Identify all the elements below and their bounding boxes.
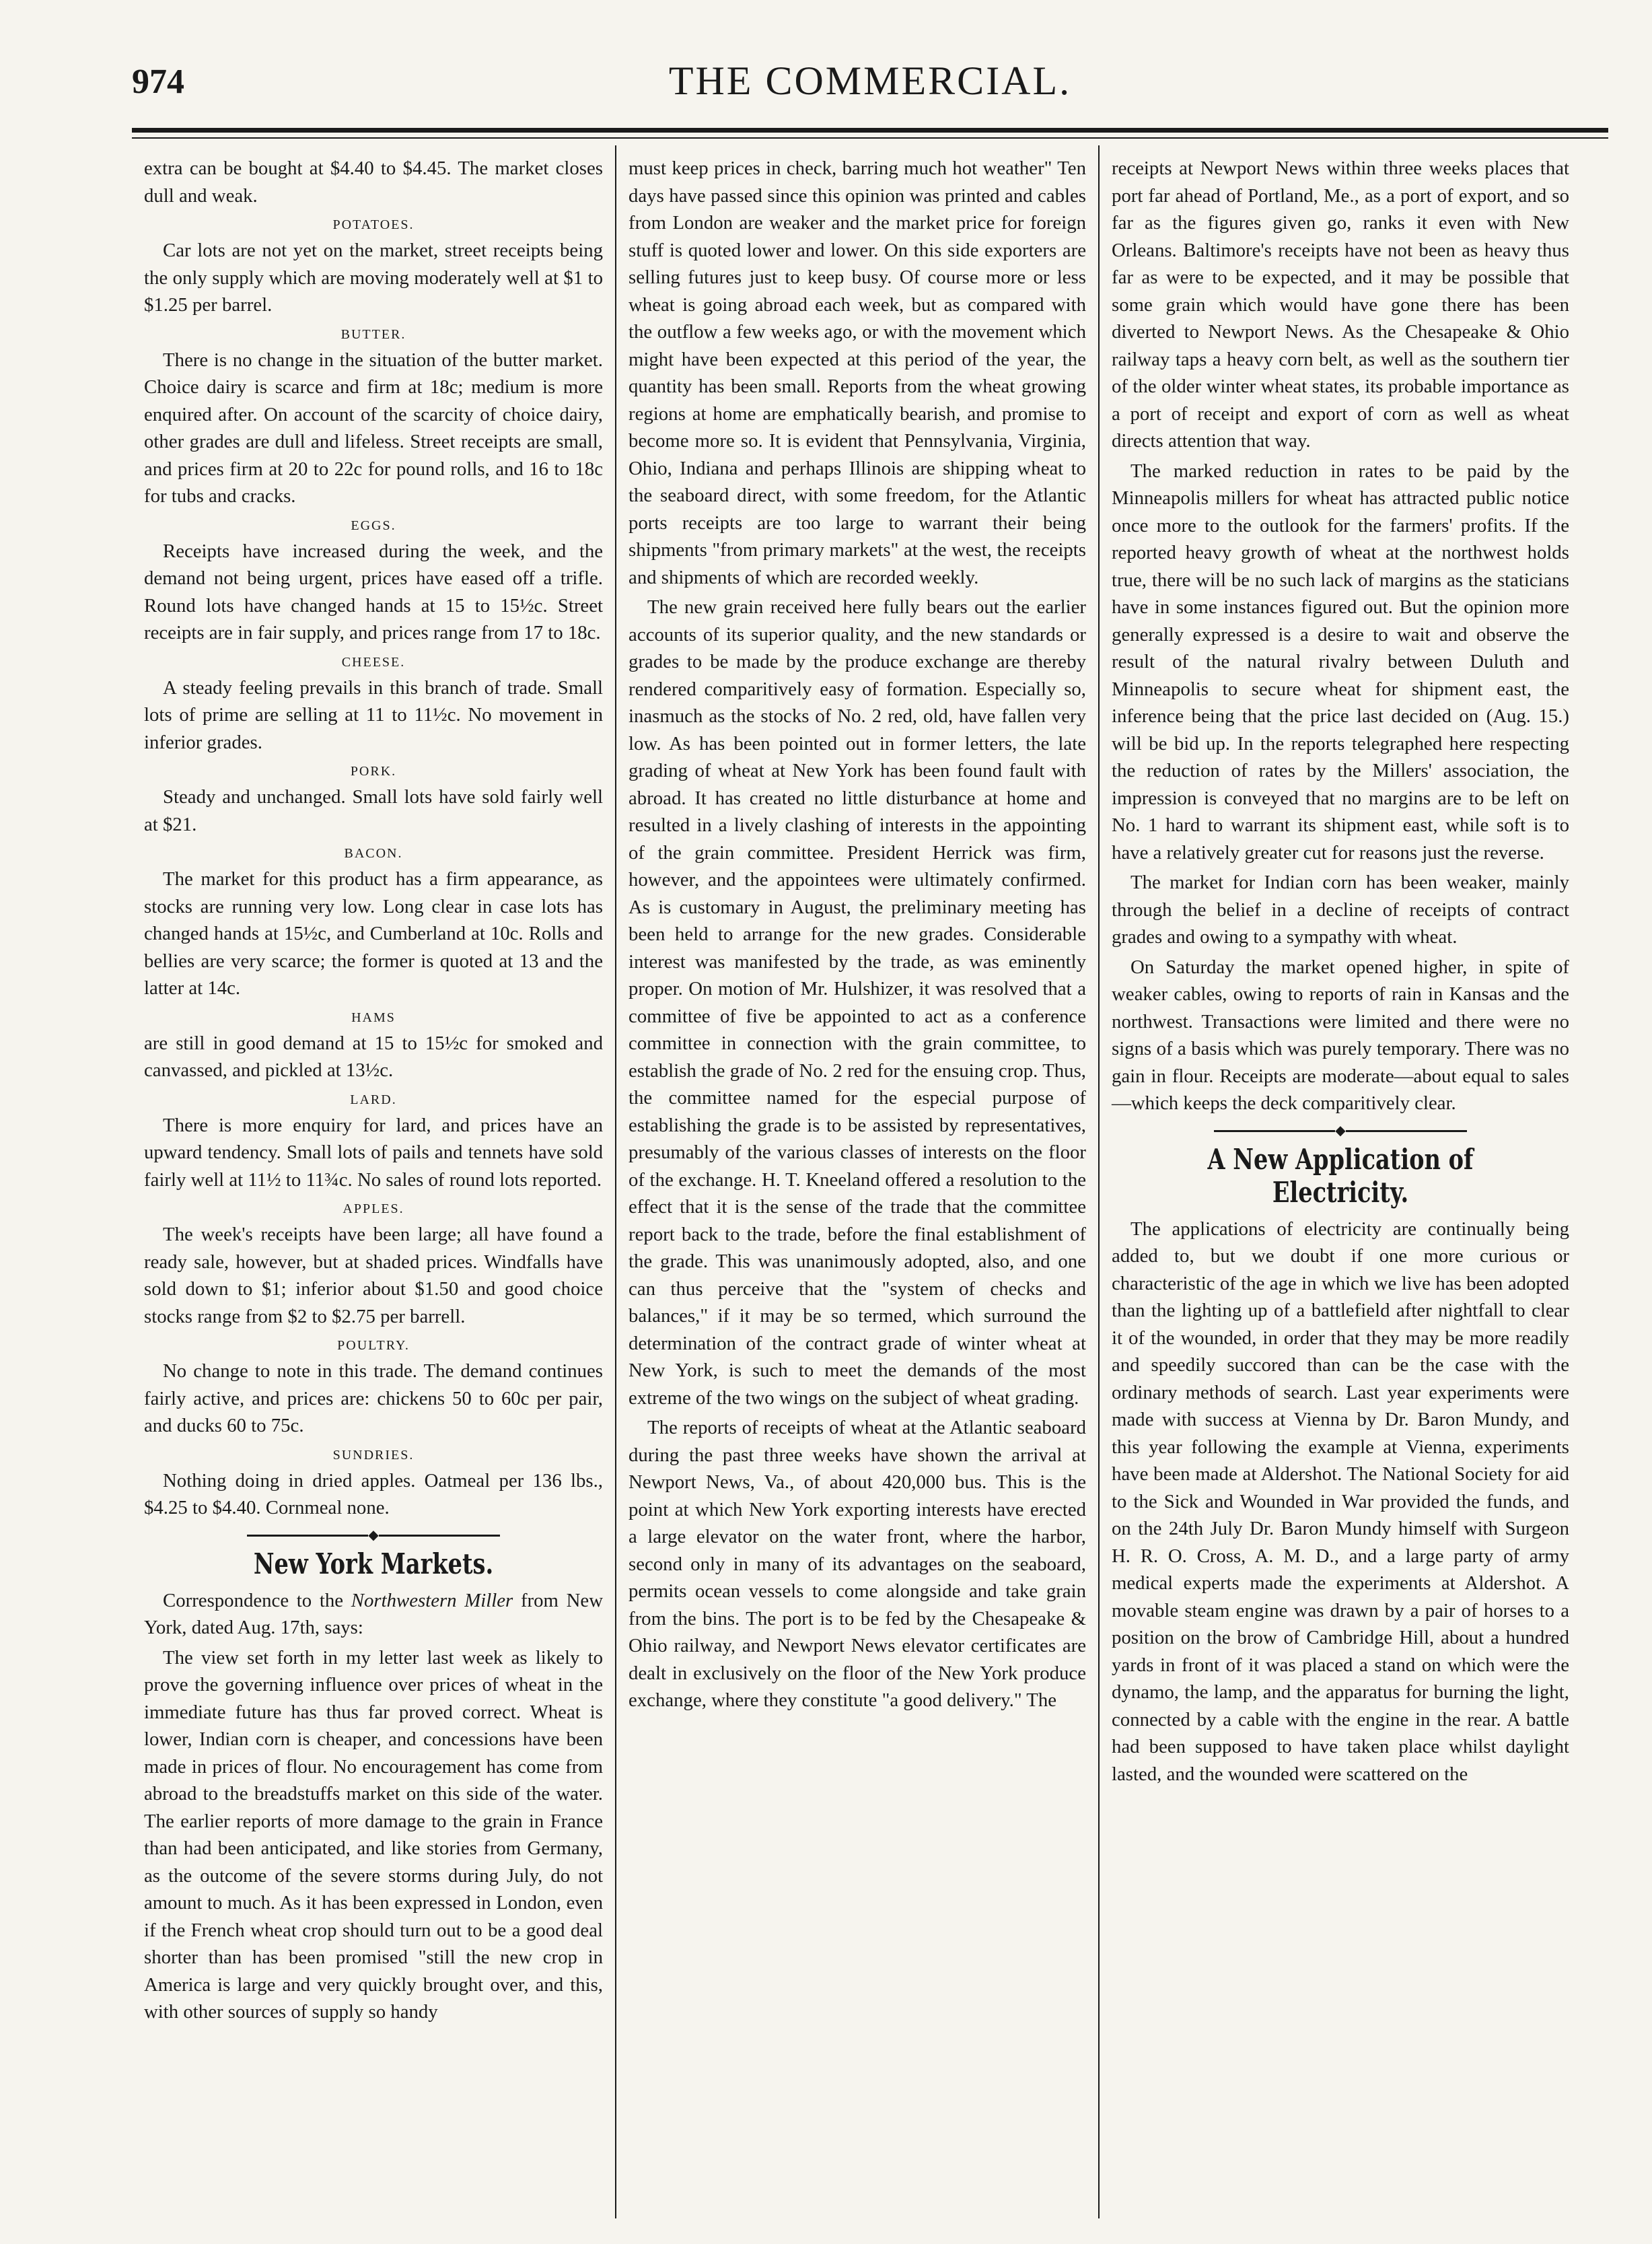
paragraph: The new grain received here fully bears out the earlier accounts of its superior quality, and the new standards or grades to be made by the produce exchange are thereby rendered comparitively easy of formation. Especially so, inasmuch as the stocks of No. 2 red, old, have fallen very low. As has been pointed out in former letters, the late grading of wheat at New York has been found fault with abroad. It has created no little disturbance at home and resulted in a lively clashing of interests in the appointing of the grain committee. President Herrick was firm, however, and the appointees were ultimately confirmed. As is customary in August, the preliminary meeting has been held to arrange for the new grades. Considerable interest was manifested by the trade, as was eminently proper. On motion of Mr. Hulshizer, it was resolved that a committee of five be appointed to act as a conference committee in connection with the grain committee, to establish the grade of No. 2 red for the ensuing crop. Thus, the committee named for the especial purpose of establishing the grade is to be assisted by representatives, presumably of the various classes of interests on the floor of the exchange. H. T. Kneeland offered a resolution to the effect that it is the sense of the trade that the committee report back to the trade, before the final establishment of the grade. This was unanimously adopted, also, and one can thus perceive that the "system of checks and balances," if it may be so termed, which surround the determination of the contract grade of winter wheat at New York, is such to meet the demands of the most extreme of the two wings on the subject of wheat grading. (629, 596, 1086, 1409)
paragraph: Steady and unchanged. Small lots have sold fairly well at $21. (144, 786, 603, 835)
paragraph: Receipts have increased during the week, and the demand not being urgent, prices have eased off a trifle. Round lots have changed hands at 15 to 15½c. Street receipts are in fair supply, and prices range from 17 to 18c. (144, 540, 603, 643)
paragraph: On Saturday the market opened higher, in spite of weaker cables, owing to reports of rain in Kansas and the northwest. Transactions were limited and there were no signs of a basis which was purely temporary. There was no gain in flour. Receipts are moderate—about equal to sales—which keeps the deck comparitively clear. (1112, 956, 1569, 1114)
paragraph: There is more enquiry for lard, and prices have an upward tendency. Small lots of pails and tennets have sold fairly well at 11½ to 11¾c. No sales of round lots reported. (144, 1114, 603, 1191)
columns (132, 145, 1608, 2218)
paragraph: The week's receipts have been large; all have found a ready sale, however, but at shaded prices. Windfalls have sold down to $1; inferior about $1.50 and good choice stocks range from $2 to $2.75 per barrell. (144, 1224, 603, 1327)
article-title-electricity: A New Application of Electricity. (1207, 1142, 1474, 1209)
paragraph: The market for this product has a firm appearance, as stocks are running very low. Long clear in case lots has changed hands at 15½c, and Cumberland at 10c. Rolls and bellies are very scarce; the former is quoted at 13 and the latter at 14c. (144, 868, 603, 999)
paragraph: are still in good demand at 15 to 15½c for smoked and canvassed, and pickled at 13½c. (144, 1032, 603, 1081)
subhead-butter: BUTTER. (340, 326, 406, 342)
paragraph: The view set forth in my letter last week as likely to prove the governing influence over prices of wheat in the immediate future has thus far proved correct. Wheat is lower, Indian corn is cheaper, and concessions have been made in prices of flour. No encouragement has come from abroad to the breadstuffs market on this side of the water. The earlier reports of more damage to the grain in France than had been anticipated, and like stories from Germany, as the outcome of the severe storms during July, do not amount to much. As it has been expressed in London, even if the French wheat crop should turn out to be a good deal shorter than has been promised "still the new crop in America is large and very quickly brought over, and this, with other sources of supply so handy (144, 1646, 603, 2023)
intro-text: Correspondence to the (163, 1589, 351, 1611)
paragraph: No change to note in this trade. The demand continues fairly active, and prices are: chickens 50 to 60c per pair, and ducks 60 to 75c. (144, 1360, 603, 1436)
subhead-hams: HAMS (351, 1010, 396, 1025)
ornamental-rule: ◆ (144, 1529, 603, 1542)
subhead-eggs: EGGS. (351, 518, 396, 533)
subhead-cheese: CHEESE. (341, 654, 406, 670)
article-title-new-york-markets: New York Markets. (253, 1547, 494, 1580)
subhead-pork: PORK. (350, 764, 397, 779)
page-header (132, 58, 1608, 132)
subhead-sundries: SUNDRIES. (332, 1447, 415, 1463)
ornamental-rule: ◆ (1112, 1124, 1569, 1137)
paragraph: Nothing doing in dried apples. Oatmeal per 136 lbs., $4.25 to $4.40. Cornmeal none. (144, 1469, 603, 1518)
subhead-poultry: POULTRY. (337, 1338, 410, 1353)
paragraph: The reports of receipts of wheat at the Atlantic seaboard during the past three weeks have shown the arrival at Newport News, Va., of about 420,000 bus. This is the point at which New York exporting interests have erected a large elevator on the water front, where the harbor, second only in many of its advantages on the seaboard, permits ocean vessels to come alongside and take grain from the bins. The port is to be fed by the Chesapeake & Ohio railway, and Newport News elevator certificates are dealt in exclusively on the floor of the New York produce exchange, where they constitute "a good delivery." The (629, 1417, 1086, 1711)
page-number: 974 (132, 63, 184, 101)
paragraph: The applications of electricity are continually being added to, but we doubt if one more curious or characteristic of the age in which we live has been adopted than the lighting up of a battlefield after nightfall to clear it of the wounded, in order that they may be more readily and speedily succored than can be the case with the ordinary methods of search. Last year experiments were made with success at Vienna by Dr. Baron Mundy, and this year following the example at Vienna, experiments have been made at Aldershot. The National Society for aid to the Sick and Wounded in War provided the funds, and on the 24th July Dr. Baron Mundy himself with Surgeon H. R. O. Cross, A. M. D., and a large party of army medical experts made the experiments at Aldershot. A movable steam engine was drawn by a pair of horses to a position on the brow of Cambridge Hill, about a hundred yards in front of it was placed a stand on which were the dynamo, the lamp, and the apparatus for burning the light, connected by a cable with the engine in the rear. A battle had been supposed to have taken place whilst daylight lasted, and the wounded were scattered on the (1112, 1218, 1569, 1785)
header-rule-thick (132, 128, 1608, 133)
paragraph: receipts at Newport News within three weeks places that port far ahead of Portland, Me., as a port of export, and so far as the figures given go, ranks it even with New Orleans. Baltimore's receipts have not been as heavy thus far as were to be expected, and it may be possible that some grain which would have gone there has been diverted to Newport News. As the Chesapeake & Ohio railway taps a heavy corn belt, as well as the southern tier of the older winter wheat states, its probable importance as a port of receipt and export of corn as well as wheat directs attention that way. (1112, 157, 1569, 452)
paragraph: The market for Indian corn has been weaker, mainly through the belief in a decline of receipts of contract grades and owing to a sympathy with wheat. (1112, 872, 1569, 948)
subhead-potatoes: POTATOES. (332, 217, 415, 232)
paragraph: must keep prices in check, barring much hot weather" Ten days have passed since this opinion was printed and cables from London are weaker and the market price for foreign stuff is quoted lower and lower. On this side exporters are selling futures just to keep busy. Of course more or less wheat is going abroad each week, but as compared with the outflow a few weeks ago, or with the movement which might have been expected at this period of the year, the quantity has been small. Reports from the wheat growing regions at home are emphatically bearish, and promise to become more so. It is evident that Pennsylvania, Virginia, Ohio, Indiana and perhaps Illinois are shipping wheat to the seaboard direct, with some freedom, for the Atlantic ports receipts are too large to warrant their being shipments "from primary markets" at the west, the receipts and shipments of which are recorded weekly. (629, 157, 1086, 588)
newspaper-page (132, 58, 1608, 2218)
paragraph (144, 1587, 603, 1642)
header-rule-thin (132, 137, 1608, 139)
subhead-bacon: BACON. (344, 846, 403, 861)
paragraph: The marked reduction in rates to be paid by the Minneapolis millers for wheat has attracted public notice once more to the outlook for the farmers' profits. If the reported heavy growth of wheat at the northwest holds true, there will be no such lack of margins as the staticians have in some instances figured out. But the opinion more generally expressed is a desire to wait and observe the result of the natural rivalry between Duluth and Minneapolis to secure wheat for shipment east, the inference being that the price last decided on (Aug. 15.) will be bid up. In the reports telegraphed here respecting the reduction of rates by the Millers' association, the impression is conveyed that no margins are to be left on No. 1 hard to warrant its shipment east, while soft is to have a relatively greater cut for reasons just the reverse. (1112, 460, 1569, 864)
paragraph: A steady feeling prevails in this branch of trade. Small lots of prime are selling at 11 to 11½c. No movement in inferior grades. (144, 676, 603, 753)
column-2 (615, 145, 1098, 2218)
paragraph: Car lots are not yet on the market, street receipts being the only supply which are moving moderately well at $1 to $1.25 per barrel. (144, 240, 603, 316)
paragraph: extra can be bought at $4.40 to $4.45. The market closes dull and weak. (144, 157, 603, 207)
masthead-title: THE COMMERCIAL. (668, 59, 1072, 103)
column-1 (132, 145, 615, 2218)
column-3 (1098, 145, 1581, 2218)
subhead-apples: APPLES. (343, 1201, 404, 1216)
paragraph: There is no change in the situation of the butter market. Choice dairy is scarce and firm at 18c; medium is more enquired after. On account of the scarcity of choice dairy, other grades are dull and lifeless. Street receipts are small, and prices firm at 20 to 22c for pound rolls, and 16 to 18c for tubs and cracks. (144, 349, 603, 507)
intro-text: from New York, dated Aug. 17th, says: (144, 1589, 603, 1638)
subhead-lard: LARD. (350, 1092, 397, 1107)
publication-name: Northwestern Miller (351, 1589, 513, 1611)
